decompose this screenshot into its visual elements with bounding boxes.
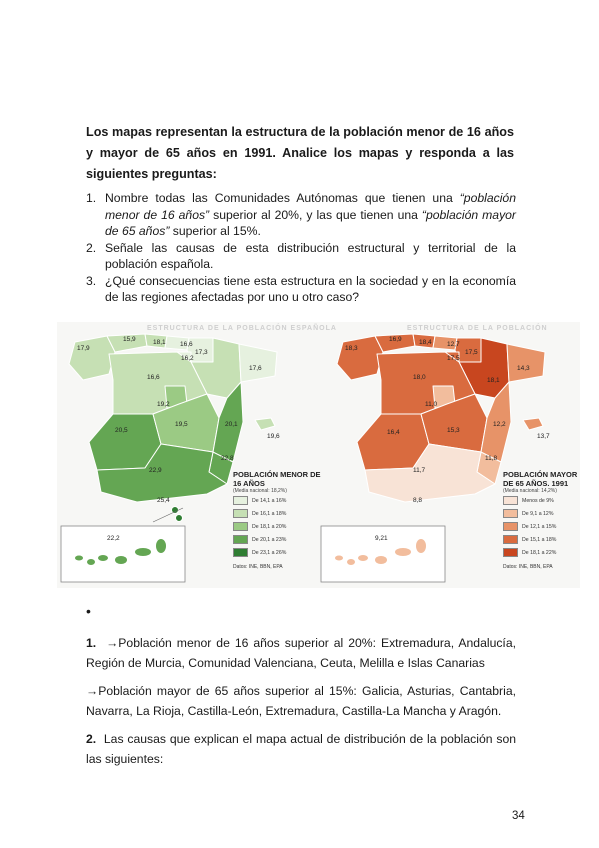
question-number: 1. — [86, 191, 97, 205]
right-map-title: ESTRUCTURA DE LA POBLACIÓN — [407, 325, 548, 332]
right-map-source: Datos: INE, BBN, EPA — [503, 564, 553, 570]
region-melilla — [176, 515, 183, 522]
answer-number: 1. — [86, 636, 97, 650]
svg-text:15,9: 15,9 — [123, 336, 136, 343]
left-legend-subtitle: (Media nacional: 18,2%) — [233, 488, 287, 494]
intro-text: Los mapas representan la estructura de la población menor de 16 años y mayor de 65 años en 1991. Analice los mapas y responda a las siguientes preguntas: — [86, 125, 514, 181]
arrow-icon: → — [106, 636, 119, 650]
svg-text:22,2: 22,2 — [107, 535, 120, 542]
svg-text:17,5: 17,5 — [465, 349, 478, 356]
question-text: Nombre todas las Comunidades Autónomas que tienen una “población menor de 16 años” superior al 20%, y las que tienen una “población mayor de 65 años” superior al 15%. — [105, 191, 516, 238]
svg-text:17,5: 17,5 — [447, 355, 460, 362]
region-baleares — [523, 418, 543, 430]
svg-text:16,9: 16,9 — [389, 336, 402, 343]
svg-text:8,8: 8,8 — [413, 497, 423, 504]
question-text: ¿Qué consecuencias tiene esta estructura en la sociedad y en la economía de las regiones afectadas por uno u otro caso? — [105, 273, 516, 304]
region-cataluna — [507, 344, 545, 382]
region-ceuta — [172, 507, 179, 514]
region-galicia — [69, 336, 115, 380]
question-1 — [86, 190, 516, 240]
svg-text:18,1: 18,1 — [153, 339, 166, 346]
answer-number: 2. — [86, 732, 97, 746]
question-list — [86, 190, 516, 306]
right-legend-title: POBLACIÓN MAYOR DE 65 AÑOS. 1991 — [503, 470, 578, 488]
region-galicia — [337, 336, 383, 380]
svg-text:22,9: 22,9 — [149, 467, 162, 474]
svg-text:19,6: 19,6 — [267, 433, 280, 440]
question-text: Señale las causas de esta distribución estructural y territorial de la población española. — [105, 240, 516, 271]
svg-text:12,2: 12,2 — [493, 421, 506, 428]
svg-text:17,9: 17,9 — [77, 345, 90, 352]
legend-item: De 16,1 a 18% — [233, 509, 286, 518]
left-map-title: ESTRUCTURA DE LA POBLACIÓN ESPAÑOLA — [147, 325, 337, 332]
svg-text:18,3: 18,3 — [345, 345, 358, 352]
region-baleares — [255, 418, 275, 430]
svg-text:20,5: 20,5 — [115, 427, 128, 434]
question-number: 3. — [86, 273, 97, 288]
legend-item: De 9,1 a 12% — [503, 509, 553, 518]
svg-text:18,0: 18,0 — [413, 374, 426, 381]
legend-item: De 23,1 a 26% — [233, 548, 286, 557]
legend-item: De 14,1 a 16% — [233, 496, 286, 505]
svg-text:22,8: 22,8 — [221, 455, 234, 462]
question-3 — [86, 273, 516, 306]
svg-text:13,7: 13,7 — [537, 433, 550, 440]
legend-item: De 18,1 a 20% — [233, 522, 286, 531]
svg-text:16,2: 16,2 — [181, 355, 194, 362]
svg-text:18,1: 18,1 — [487, 377, 500, 384]
svg-text:19,5: 19,5 — [175, 421, 188, 428]
svg-text:16,6: 16,6 — [147, 374, 160, 381]
page-number: 34 — [512, 810, 525, 822]
svg-text:25,4: 25,4 — [157, 497, 170, 504]
answer-1b: →Población mayor de 65 años superior al 15%: Galicia, Asturias, Cantabria, Navarra, La Rioja, Castilla-León, Extremadura, Castilla-La Mancha y Aragón. — [86, 684, 516, 718]
svg-text:20,1: 20,1 — [225, 421, 238, 428]
left-legend-title: POBLACIÓN MENOR DE 16 AÑOS — [233, 470, 321, 488]
svg-text:11,8: 11,8 — [485, 455, 498, 462]
svg-text:17,6: 17,6 — [249, 365, 262, 372]
svg-text:11,7: 11,7 — [413, 467, 426, 474]
left-map-source: Datos: INE, BBN, EPA — [233, 564, 283, 570]
answer-2: 2. Las causas que explican el mapa actual de distribución de la población son las siguientes: — [86, 732, 517, 766]
svg-text:16,4: 16,4 — [387, 429, 400, 436]
answer-1: 1. →Población menor de 16 años superior al 20%: Extremadura, Andalucía, Región de Murcia, Comunidad Valenciana, Ceuta, Melilla e Islas Canarias — [86, 636, 516, 670]
svg-text:19,2: 19,2 — [157, 401, 170, 408]
arrow-icon: → — [86, 684, 99, 698]
legend-item: De 15,1 a 18% — [503, 535, 556, 544]
question-2 — [86, 240, 516, 273]
svg-text:14,3: 14,3 — [517, 365, 530, 372]
svg-text:9,21: 9,21 — [375, 535, 388, 542]
svg-text:17,3: 17,3 — [195, 349, 208, 356]
legend-item: De 12,1 a 15% — [503, 522, 556, 531]
bullet-mark: • — [86, 603, 91, 619]
legend-item: Menos de 9% — [503, 496, 554, 505]
svg-text:11,0: 11,0 — [425, 401, 438, 408]
svg-text:18,4: 18,4 — [419, 339, 432, 346]
question-number: 2. — [86, 240, 97, 255]
canarias-inset — [61, 526, 185, 582]
svg-text:16,6: 16,6 — [180, 341, 193, 348]
legend-item: De 18,1 a 22% — [503, 548, 556, 557]
svg-text:12,7: 12,7 — [447, 341, 460, 348]
svg-text:15,3: 15,3 — [447, 427, 460, 434]
population-maps-figure — [57, 322, 580, 588]
region-cataluna — [239, 344, 277, 382]
legend-item: De 20,1 a 23% — [233, 535, 286, 544]
right-legend-subtitle: (Media nacional: 14,2%) — [503, 488, 557, 494]
